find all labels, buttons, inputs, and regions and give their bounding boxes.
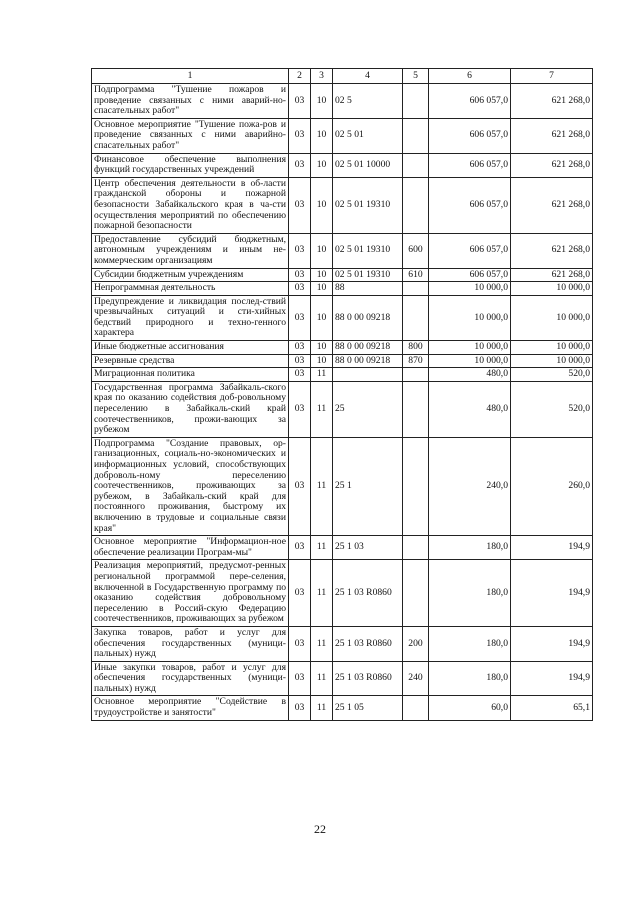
- table-row: [92, 381, 593, 437]
- row-expense-type-code: [403, 696, 429, 720]
- row-target-item-code: 25 1 03 R0860: [333, 626, 403, 661]
- row-amount-year-1: 606 057,0: [429, 177, 511, 233]
- row-subsection-code: 11: [311, 661, 333, 696]
- row-amount-year-2: 10 000,0: [511, 354, 593, 368]
- row-name: Иные закупки товаров, работ и услуг для обеспечения государственных (муници-пальных) нужд: [92, 661, 289, 696]
- row-amount-year-1: 240,0: [429, 437, 511, 535]
- row-target-item-code: 02 5 01 19310: [333, 177, 403, 233]
- row-section-code: 03: [289, 381, 311, 437]
- row-section-code: 03: [289, 437, 311, 535]
- table-row: [92, 626, 593, 661]
- row-target-item-code: 88 0 00 09218: [333, 341, 403, 355]
- column-number-3: 3: [311, 69, 333, 84]
- table-row: [92, 661, 593, 696]
- table-row: [92, 153, 593, 177]
- table-row: [92, 437, 593, 535]
- row-amount-year-2: 10 000,0: [511, 295, 593, 340]
- row-subsection-code: 11: [311, 381, 333, 437]
- row-section-code: 03: [289, 268, 311, 282]
- row-subsection-code: 10: [311, 118, 333, 153]
- table-row: [92, 354, 593, 368]
- row-subsection-code: 10: [311, 233, 333, 268]
- row-amount-year-2: 194,9: [511, 560, 593, 627]
- row-name: Подпрограмма "Тушение пожаров и проведение связанных с ними аварий-но-спасательных работ": [92, 84, 289, 119]
- row-section-code: 03: [289, 282, 311, 296]
- row-subsection-code: 10: [311, 341, 333, 355]
- column-number-row: [92, 69, 593, 84]
- column-number-7: 7: [511, 69, 593, 84]
- row-amount-year-1: 60,0: [429, 696, 511, 720]
- row-name: Основное мероприятие "Информацион-ное обеспечение реализации Програм-мы": [92, 536, 289, 560]
- row-expense-type-code: [403, 536, 429, 560]
- row-amount-year-1: 10 000,0: [429, 282, 511, 296]
- row-name: Иные бюджетные ассигнования: [92, 341, 289, 355]
- table-row: [92, 295, 593, 340]
- row-amount-year-1: 606 057,0: [429, 84, 511, 119]
- row-target-item-code: 02 5 01 10000: [333, 153, 403, 177]
- row-section-code: 03: [289, 84, 311, 119]
- row-section-code: 03: [289, 368, 311, 382]
- row-expense-type-code: 800: [403, 341, 429, 355]
- row-amount-year-1: 606 057,0: [429, 268, 511, 282]
- row-subsection-code: 11: [311, 368, 333, 382]
- row-section-code: 03: [289, 354, 311, 368]
- row-expense-type-code: 200: [403, 626, 429, 661]
- row-name: Субсидии бюджетным учреждениям: [92, 268, 289, 282]
- row-name: Миграционная политика: [92, 368, 289, 382]
- row-amount-year-2: 194,9: [511, 626, 593, 661]
- table-row: [92, 177, 593, 233]
- row-amount-year-1: 606 057,0: [429, 153, 511, 177]
- row-amount-year-2: 621 268,0: [511, 177, 593, 233]
- row-target-item-code: 25 1: [333, 437, 403, 535]
- row-amount-year-2: 520,0: [511, 381, 593, 437]
- row-expense-type-code: 240: [403, 661, 429, 696]
- row-target-item-code: 88 0 00 09218: [333, 295, 403, 340]
- row-amount-year-2: 260,0: [511, 437, 593, 535]
- row-expense-type-code: [403, 282, 429, 296]
- row-subsection-code: 10: [311, 268, 333, 282]
- row-amount-year-2: 621 268,0: [511, 233, 593, 268]
- row-expense-type-code: [403, 84, 429, 119]
- row-target-item-code: 88: [333, 282, 403, 296]
- row-name: Основное мероприятие "Тушение пожа-ров и проведение связанных с ними аварийно-спасательных работ": [92, 118, 289, 153]
- table-row: [92, 84, 593, 119]
- row-expense-type-code: [403, 177, 429, 233]
- row-amount-year-1: 180,0: [429, 626, 511, 661]
- row-amount-year-2: 10 000,0: [511, 282, 593, 296]
- table-row: [92, 233, 593, 268]
- table-row: [92, 696, 593, 720]
- row-expense-type-code: [403, 381, 429, 437]
- row-target-item-code: 02 5 01 19310: [333, 268, 403, 282]
- row-name: Подпрограмма "Создание правовых, ор-ганизационных, социаль-но-экономических и информационных условий, способствующих доброволь-ному переселению соотечественников, проживающих за рубежом, в Забайкаль-ский край для постоянного проживания, быстрому их включению в трудовые и социальные связи края": [92, 437, 289, 535]
- row-target-item-code: [333, 368, 403, 382]
- row-amount-year-2: 621 268,0: [511, 84, 593, 119]
- table-row: [92, 341, 593, 355]
- row-target-item-code: 02 5: [333, 84, 403, 119]
- row-subsection-code: 10: [311, 153, 333, 177]
- row-name: Центр обеспечения деятельности в об-ласти гражданской обороны и пожарной безопасности Забайкальского края в ча-сти осуществления мероприятий по обеспечению пожарной безопасности: [92, 177, 289, 233]
- row-subsection-code: 11: [311, 536, 333, 560]
- column-number-4: 4: [333, 69, 403, 84]
- row-section-code: 03: [289, 153, 311, 177]
- row-expense-type-code: [403, 295, 429, 340]
- row-amount-year-2: 194,9: [511, 536, 593, 560]
- row-target-item-code: 02 5 01 19310: [333, 233, 403, 268]
- row-subsection-code: 10: [311, 295, 333, 340]
- column-number-2: 2: [289, 69, 311, 84]
- row-subsection-code: 10: [311, 177, 333, 233]
- row-section-code: 03: [289, 341, 311, 355]
- row-subsection-code: 10: [311, 354, 333, 368]
- row-subsection-code: 11: [311, 437, 333, 535]
- row-target-item-code: 25 1 03 R0860: [333, 560, 403, 627]
- row-expense-type-code: 600: [403, 233, 429, 268]
- row-expense-type-code: [403, 118, 429, 153]
- row-amount-year-2: 65,1: [511, 696, 593, 720]
- row-name: Основное мероприятие "Содействие в трудоустройстве и занятости": [92, 696, 289, 720]
- row-amount-year-2: 621 268,0: [511, 153, 593, 177]
- row-amount-year-2: 194,9: [511, 661, 593, 696]
- row-expense-type-code: 870: [403, 354, 429, 368]
- row-target-item-code: 25 1 03: [333, 536, 403, 560]
- row-amount-year-2: 520,0: [511, 368, 593, 382]
- row-section-code: 03: [289, 177, 311, 233]
- row-expense-type-code: 610: [403, 268, 429, 282]
- row-section-code: 03: [289, 626, 311, 661]
- row-amount-year-2: 10 000,0: [511, 341, 593, 355]
- row-amount-year-1: 180,0: [429, 536, 511, 560]
- row-expense-type-code: [403, 560, 429, 627]
- row-name: Резервные средства: [92, 354, 289, 368]
- table-row: [92, 118, 593, 153]
- row-subsection-code: 11: [311, 560, 333, 627]
- table-row: [92, 536, 593, 560]
- row-name: Предоставление субсидий бюджетным, автономным учреждениям и иным не-коммерческим организациям: [92, 233, 289, 268]
- row-section-code: 03: [289, 295, 311, 340]
- row-amount-year-1: 10 000,0: [429, 354, 511, 368]
- table-row: [92, 282, 593, 296]
- row-target-item-code: 25 1 05: [333, 696, 403, 720]
- row-expense-type-code: [403, 437, 429, 535]
- row-name: Непрограммная деятельность: [92, 282, 289, 296]
- row-name: Закупка товаров, работ и услуг для обеспечения государственных (муници-пальных) нужд: [92, 626, 289, 661]
- column-number-6: 6: [429, 69, 511, 84]
- row-name: Предупреждение и ликвидация послед-ствий чрезвычайных ситуаций и сти-хийных бедствий природного и техно-генного характера: [92, 295, 289, 340]
- row-amount-year-1: 480,0: [429, 381, 511, 437]
- row-amount-year-1: 10 000,0: [429, 295, 511, 340]
- row-amount-year-1: 606 057,0: [429, 233, 511, 268]
- row-subsection-code: 11: [311, 696, 333, 720]
- row-amount-year-1: 606 057,0: [429, 118, 511, 153]
- row-amount-year-2: 621 268,0: [511, 118, 593, 153]
- row-section-code: 03: [289, 233, 311, 268]
- row-expense-type-code: [403, 153, 429, 177]
- row-target-item-code: 88 0 00 09218: [333, 354, 403, 368]
- row-name: Реализация мероприятий, предусмот-ренных региональной программой пере-селения, включенной в Государственную программу по оказанию содействия добровольному переселению в Россий-скую Федерацию соотечественников, проживающих за рубежом: [92, 560, 289, 627]
- row-amount-year-1: 180,0: [429, 560, 511, 627]
- row-section-code: 03: [289, 118, 311, 153]
- row-section-code: 03: [289, 560, 311, 627]
- row-subsection-code: 10: [311, 84, 333, 119]
- row-section-code: 03: [289, 661, 311, 696]
- row-section-code: 03: [289, 536, 311, 560]
- row-amount-year-1: 180,0: [429, 661, 511, 696]
- row-target-item-code: 02 5 01: [333, 118, 403, 153]
- row-amount-year-1: 480,0: [429, 368, 511, 382]
- row-subsection-code: 10: [311, 282, 333, 296]
- row-target-item-code: 25: [333, 381, 403, 437]
- column-number-5: 5: [403, 69, 429, 84]
- row-amount-year-1: 10 000,0: [429, 341, 511, 355]
- page-number: 22: [314, 822, 326, 836]
- row-target-item-code: 25 1 03 R0860: [333, 661, 403, 696]
- row-amount-year-2: 621 268,0: [511, 268, 593, 282]
- column-number-1: 1: [92, 69, 289, 84]
- table-row: [92, 368, 593, 382]
- table-row: [92, 268, 593, 282]
- row-expense-type-code: [403, 368, 429, 382]
- table-row: [92, 560, 593, 627]
- row-subsection-code: 11: [311, 626, 333, 661]
- row-section-code: 03: [289, 696, 311, 720]
- row-name: Государственная программа Забайкаль-ского края по оказанию содействия доб-ровольному переселению в Забайкаль-ский край соотечественников, прожи-вающих за рубежом: [92, 381, 289, 437]
- row-name: Финансовое обеспечение выполнения функций государственных учреждений: [92, 153, 289, 177]
- budget-table: [91, 68, 593, 721]
